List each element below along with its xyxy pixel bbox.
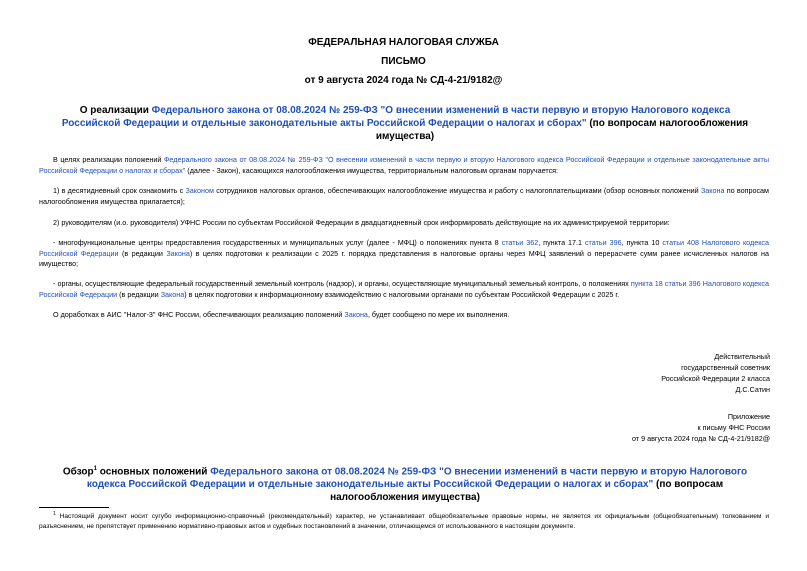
law-link-review[interactable]: Федерального закона от 08.08.2024 № 259-ФЗ "О внесении изменений в части первую и вторую Налогового кодекса Российской Федерации и отдельные законодательные акты Российской Федерации о налогах и сборах" [86, 466, 748, 491]
law-link-p2b[interactable]: Закона [700, 186, 725, 195]
footnote-divider [39, 507, 109, 508]
signature-block: Действительный государственный советник Российской Федерации 2 класса Д.С.Сатин [661, 352, 770, 394]
paragraph-3: 2) руководителям (и.о. руководителя) УФНС России по субъектам Российской Федерации в двадцатидневный срок информировать действующие на их администрируемой территории: [53, 218, 670, 227]
link-article-408[interactable]: статьи 408 Налогового кодекса Российской Федерации [39, 238, 770, 258]
letter-title: О реализации Федерального закона от 08.08.2024 № 259-ФЗ "О внесении изменений в части первую и вторую Налогового кодекса Российской Федерации и отдельные законодательные акты Российской Федерации о налогах и сборах" (по вопросам налогообложения имущества) [61, 105, 749, 142]
review-title: Обзор$^1$ основных положений Федерального закона от 08.08.2024 № 259-ФЗ "О внесении изменений в части первую и вторую Налогового кодекса Российской Федерации и отдельные законодательные акты Российской Федерации о налогах и сборах" (по вопросам налогообложения имущества) [62, 466, 748, 504]
doc-type-heading: ПИСЬМО [381, 56, 426, 67]
law-link-p1[interactable]: Федерального закона от 08.08.2024 № 259-ФЗ "О внесении изменений в части первую и вторую Налогового кодекса Российской Федерации и отдельные законодательные акты Российской Федерации о налогах и сборах" [39, 155, 769, 175]
link-article-396[interactable]: статьи 396 [584, 238, 622, 247]
paragraph-2: 1) в десятидневный срок ознакомить с Законом сотрудников налоговых органов, обеспечивающих налогообложение имущества и работу с налогоплательщиками (обзор основных положений Закона по вопросам налогообложения имущества прилагается); [39, 186, 769, 206]
appendix-block: Приложение к письму ФНС России от 9 августа 2024 года № СД-4-21/9182@ [631, 412, 770, 443]
paragraph-6: О доработках в АИС "Налог-3" ФНС России, обеспечивающих реализацию положений Закона, будет сообщено по мере их выполнения. [53, 310, 510, 319]
law-link-p5[interactable]: Закона [160, 289, 185, 299]
link-article-362[interactable]: статьи 362 [501, 238, 539, 247]
link-article-396-p18[interactable]: пункта 18 статьи 396 Налогового кодекса Российской Федерации [39, 279, 769, 299]
paragraph-5: - органы, осуществляющие федеральный государственный земельный контроль (надзор), и органы, осуществляющие муниципальный земельный контроль, о положениях пункта 18 статьи 396 Налогового кодекса Российской Федерации (в редакции Закона) в целях подготовки к информационному взаимодействию с налоговыми органами по субъектам Российской Федерации с 2025 г. [39, 279, 769, 299]
law-link-p4[interactable]: Закона [166, 248, 190, 258]
footnote-ref[interactable]: 1 [93, 466, 97, 472]
doc-date-number: от 9 августа 2024 года № СД-4-21/9182@ [304, 75, 503, 86]
law-link-p6[interactable]: Закона [344, 310, 368, 319]
agency-heading: ФЕДЕРАЛЬНАЯ НАЛОГОВАЯ СЛУЖБА [308, 37, 499, 48]
footnote: $^1$ Настоящий документ носит сугубо информационно-справочный (рекомендательный) характер, не устанавливает общеобязательные правовые нормы, не является их официальным (общеобязательным) толкованием и разъяснением, не препятствует применению нормативно-правовых актов и судебных постановлений в значении, отличающемся от использованного в настоящем документе. [39, 511, 769, 531]
law-link-p2a[interactable]: Законом [185, 186, 214, 195]
paragraph-1: В целях реализации положений Федерального закона от 08.08.2024 № 259-ФЗ "О внесении изменений в части первую и вторую Налогового кодекса Российской Федерации и отдельные законодательные акты Российской Федерации о налогах и сборах" (далее - Закон), касающихся налогообложения имущества, территориальным налоговым органам поручается: [39, 155, 769, 175]
law-link-title[interactable]: Федерального закона от 08.08.2024 № 259-ФЗ "О внесении изменений в части первую и вторую Налогового кодекса Российской Федерации и отдельные законодательные акты Российской Федерации о налогах и сборах" [61, 105, 731, 129]
paragraph-4: - многофункциональные центры предоставления государственных и муниципальных услуг (далее - МФЦ) о положениях пункта 8 статьи 362, пункта 17.1 статьи 396, пункта 10 статьи 408 Налогового кодекса Российской Федерации (в редакции Закона) в целях подготовки к реализации с 2025 г. порядка представления в налоговые органы через МФЦ заявлений о перерасчете сумм ранее исчисленных налогов на имущество; [39, 238, 770, 268]
